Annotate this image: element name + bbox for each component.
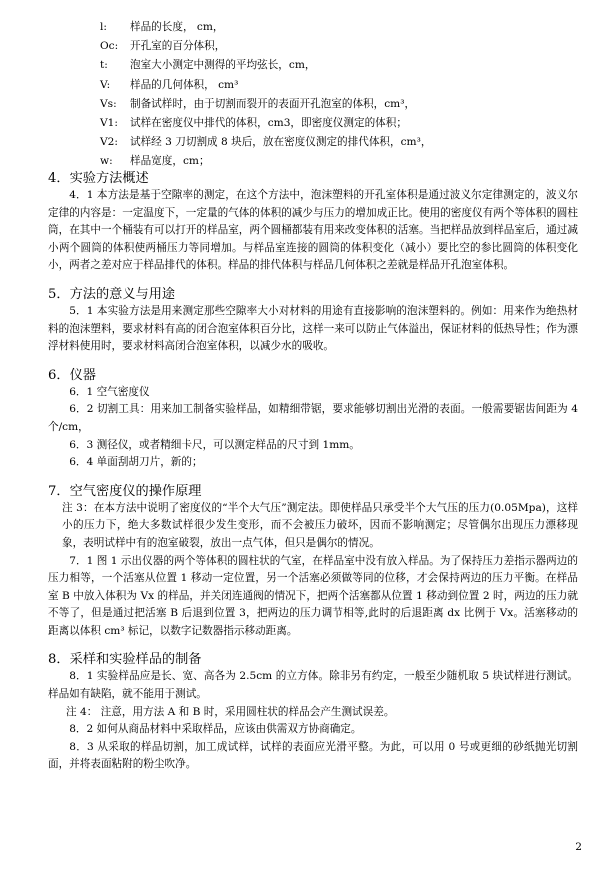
section-heading: 5．方法的意义与用途 [48, 286, 176, 302]
definition-text: 样品的长度， cm， [130, 21, 224, 33]
definition-text: 试样经 3 刀切割成 8 块后，放在密度仪测定的排代体积，cm³， [130, 136, 432, 149]
section-paragraph: 6．2 切割工具：用来加工制备实验样品，如精细带锯，要求能够切割出光滑的表面。一般需要锯齿间距为 4 个/cm， [48, 403, 578, 433]
definition-text: 开孔室的百分体积， [130, 40, 226, 53]
document-sections [48, 171, 578, 774]
symbol-definitions [100, 18, 580, 172]
definition-text: 样品宽度，cm； [130, 155, 210, 168]
definition-symbol: V: [100, 78, 111, 91]
section-heading: 7．空气密度仪的操作原理 [48, 483, 202, 499]
section-paragraph: 6．4 单面刮胡刀片，新的； [69, 456, 203, 469]
definition-symbol: Oc: [100, 40, 119, 53]
definition-row [100, 95, 580, 114]
definition-symbol: V2: [100, 136, 118, 149]
definition-symbol: w: [100, 155, 113, 168]
page-number: 2 [575, 841, 582, 853]
note-paragraph: 注 3：在本方法中说明了密度仪的“半个大气压”测定法。即使样品只承受半个大气压的压力(0.05Mpa)，这样小的压力下，绝大多数试样很少发生变形，而不会被压力破坏，因而不影响测定；尽管偶尔出现压力漂移现象，表明试样中有的泡室破裂，放出一点气体，但只是偶尔的情况。 [62, 501, 578, 549]
section-paragraph: 8．1 实验样品应是长、宽、高各为 2.5cm 的立方体。除非另有约定，一般至少随机取 5 块试样进行测试。样品如有缺陷，就不能用于测试。 [48, 670, 578, 701]
definition-row [100, 152, 580, 171]
section-heading: 4．实验方法概述 [48, 171, 149, 186]
section-paragraph: 6．1 空气密度仪 [69, 385, 150, 398]
definition-row [100, 37, 580, 56]
section-heading: 6．仪器 [48, 367, 96, 383]
definition-text: 泡室大小测定中测得的平均弦长，cm， [130, 59, 316, 72]
definition-row [100, 76, 580, 95]
section-paragraph: 7．1 图 1 示出仪器的两个等体积的圆柱状的气室，在样品室中没有放入样品。为了保持压力差指示器两边的压力相等，一个活塞从位置 1 移动一定位置，另一个活塞必须做等同的位移，才会保持两边的压力平衡。在样品室 B 中放入体积为 Vx 的样品，并关闭连通阀的情况下，把两个活塞都从位置 1 移动到位置 2 时，两边的压力就不等了，但是通过把活塞 B 后退到位置 3，把两边的压力调节相等,此时的后退距离 dx 比例于 Vx。活塞移动的距离以体积 cm³ 标记，以数字记数器指示移动距离。 [48, 554, 578, 637]
section-paragraph: 4．1 本方法是基于空隙率的测定，在这个方法中，泡沫塑料的开孔室体积是通过波义尔定律测定的，波义尔定律的内容是：一定温度下，一定量的气体的体积的减少与压力的增加成正比。使用的密度仪有两个等体积的圆柱筒，在其中一个桶装有可以打开的样品室，两个圆桶都装有用来改变体积的活塞。当把样品放到样品室后，通过减小两个圆筒的体积使两桶压力等同增加。与样品室连接的圆筒的体积变化（减小）要比空的参比圆筒的体积变化小，两者之差对应于样品排代的体积。样品的排代体积与样品几何体积之差就是样品开孔泡室体积。 [48, 189, 578, 272]
section-paragraph: 8．2 如何从商品材料中采取样品，应该由供需双方协商确定。 [69, 723, 362, 736]
definition-symbol: Vs: [100, 97, 117, 110]
note-paragraph: 注 4： 注意，用方法 A 和 B 时，采用圆柱状的样品会产生测试误差。 [66, 705, 395, 718]
definition-symbol: l: [100, 21, 107, 33]
definition-row [100, 18, 580, 37]
section-paragraph: 6．3 测径仪，或者精细卡尺，可以测定样品的尺寸到 1mm。 [69, 438, 360, 451]
definition-text: 样品的几何体积， cm³ [130, 78, 239, 91]
definition-text: 试样在密度仪中排代的体积，cm3，即密度仪测定的体积； [130, 117, 407, 130]
definition-text: 制备试样时，由于切割而裂开的表面开孔泡室的体积，cm³， [130, 97, 416, 110]
definition-row [100, 56, 580, 75]
section-heading: 8．采样和实验样品的制备 [48, 652, 202, 668]
definition-row [100, 114, 580, 133]
definition-row [100, 133, 580, 152]
definition-symbol: V1: [100, 117, 118, 130]
definition-symbol: t: [100, 59, 108, 72]
section-paragraph: 5．1 本实验方法是用来测定那些空隙率大小对材料的用途有直接影响的泡沫塑料的。例如：用来作为绝热材料的泡沫塑料，要求材料有高的闭合泡室体积百分比，这样一来可以防止气体溢出，保证材料的低热导性；作为漂浮材料使用时，要求材料高闭合泡室体积，以减少水的吸收。 [48, 304, 578, 353]
section-paragraph: 8．3 从采取的样品切割，加工成试样，试样的表面应光滑平整。为此，可以用 0 号或更细的砂纸抛光切割面，并将表面粘附的粉尘吹净。 [48, 740, 578, 771]
